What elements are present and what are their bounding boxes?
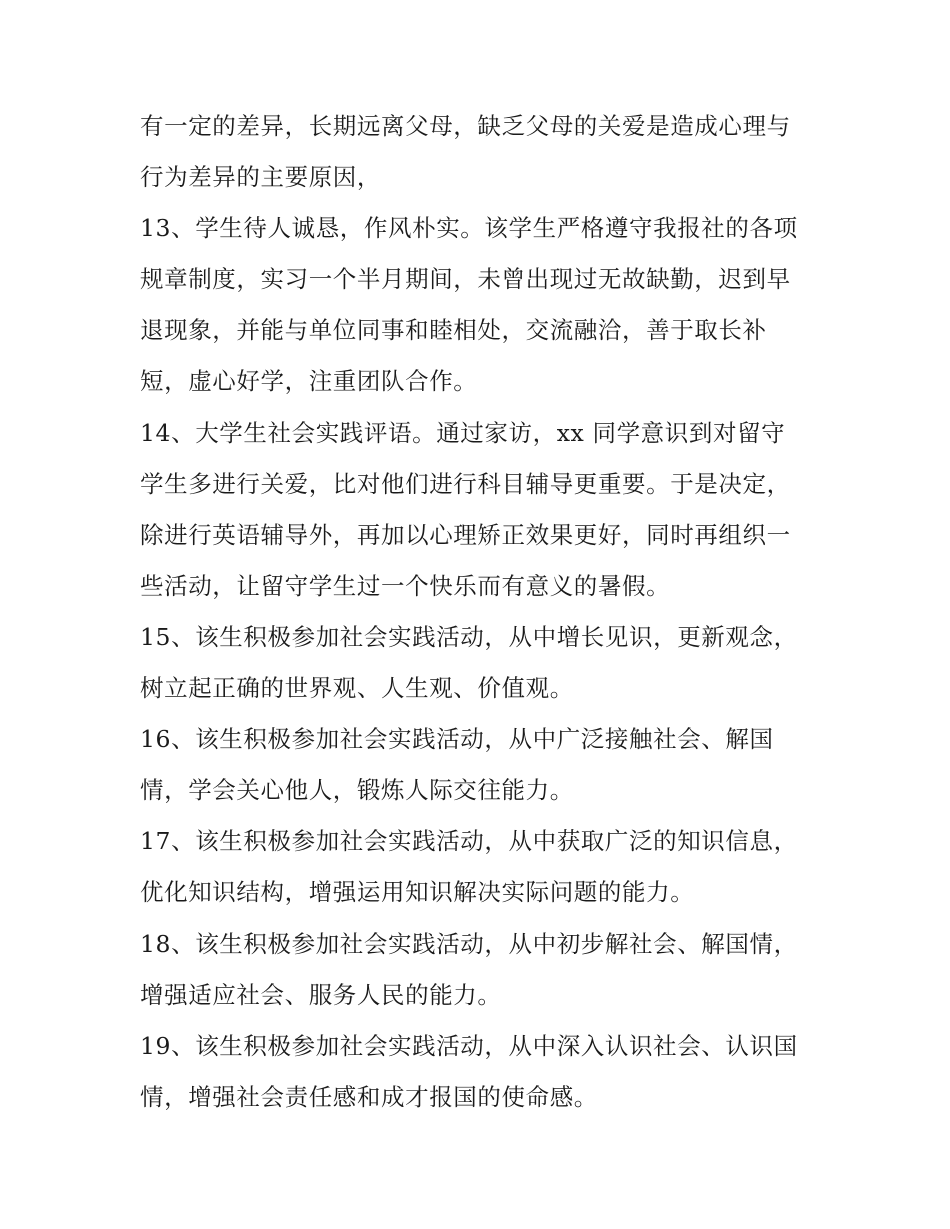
text-line: 有一定的差异，长期远离父母，缺乏父母的关爱是造成心理与	[140, 112, 791, 140]
text-line: 13、学生待人诚恳，作风朴实。该学生严格遵守我报社的各项	[140, 214, 798, 243]
text-line: 树立起正确的世界观、人生观、价值观。	[140, 674, 574, 703]
text-line: 15、该生积极参加社会实践活动，从中增长见识，更新观念，	[140, 622, 798, 651]
text-line: 情，学会关心他人，锻炼人际交往能力。	[140, 776, 574, 805]
text-line: 规章制度，实习一个半月期间，未曾出现过无故缺勤，迟到早	[140, 265, 791, 294]
text-line: 短，虚心好学，注重团队合作。	[140, 367, 478, 396]
text-line: 除进行英语辅导外，再加以心理矫正效果更好，同时再组织一	[140, 520, 791, 549]
text-line: 情，增强社会责任感和成才报国的使命感。	[140, 1082, 598, 1111]
text-line: 17、该生积极参加社会实践活动，从中获取广泛的知识信息，	[140, 827, 798, 856]
text-line: 学生多进行关爱，比对他们进行科目辅导更重要。于是决定，	[140, 469, 791, 498]
document-body	[140, 101, 820, 1123]
text-line: 19、该生积极参加社会实践活动，从中深入认识社会、认识国	[140, 1031, 798, 1060]
text-line: 14、大学生社会实践评语。通过家访，xx 同学意识到对留守	[140, 418, 786, 447]
text-line: 增强适应社会、服务人民的能力。	[140, 980, 502, 1009]
text-line: 18、该生积极参加社会实践活动，从中初步解社会、解国情，	[140, 929, 798, 958]
text-line: 16、该生积极参加社会实践活动，从中广泛接触社会、解国	[140, 725, 774, 754]
text-line: 退现象，并能与单位同事和睦相处，交流融洽，善于取长补	[140, 316, 767, 345]
text-line: 优化知识结构，增强运用知识解决实际问题的能力。	[140, 878, 695, 907]
text-line: 行为差异的主要原因，	[140, 163, 381, 192]
text-line: 些活动，让留守学生过一个快乐而有意义的暑假。	[140, 571, 671, 600]
